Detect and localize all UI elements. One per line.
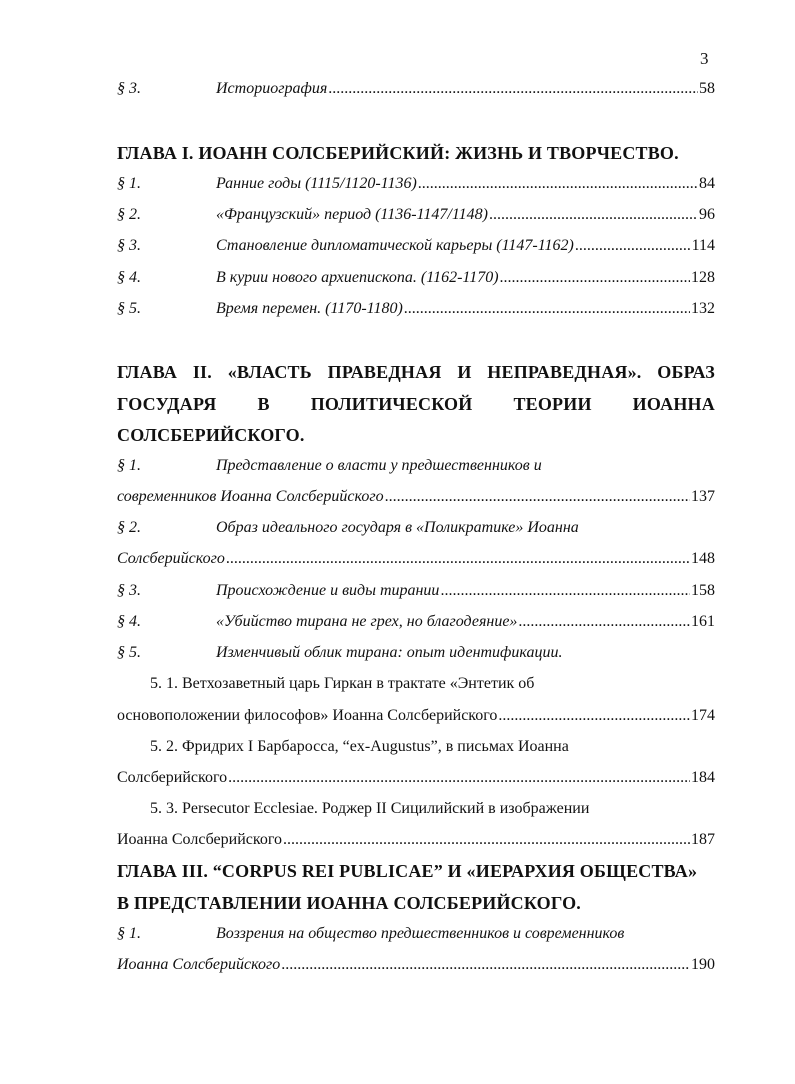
paragraph-number: § 3.	[117, 582, 141, 599]
entry-title: Образ идеального государя в «Поликратике» Иоанна	[216, 519, 579, 536]
entry-page: 161	[691, 613, 715, 630]
toc-entry	[117, 269, 715, 295]
toc-entry-second-line	[117, 488, 715, 514]
entry-page: 58	[699, 80, 715, 97]
toc-entry-first-line	[117, 457, 715, 483]
paragraph-number: § 1.	[117, 175, 141, 192]
paragraph-number: § 1.	[117, 457, 141, 474]
paragraph-number: § 5.	[117, 644, 141, 661]
dot-leader	[281, 956, 690, 974]
toc-entry-second-line	[117, 956, 715, 982]
subsection-first-line: 5. 2. Фридрих I Барбаросса, “ex-Augustus”, в письмах Иоанна	[150, 738, 569, 755]
entry-title: «Французский» период (1136-1147/1148)	[216, 206, 488, 223]
toc-entry	[117, 175, 715, 201]
entry-page: 84	[699, 175, 715, 192]
entry-title: В курии нового архиепископа. (1162-1170)	[216, 269, 499, 286]
entry-page: 174	[691, 707, 715, 724]
entry-page: 114	[691, 237, 715, 254]
subsection-first-line: 5. 3. Persecutor Ecclesiae. Роджер II Сицилийский в изображении	[150, 800, 590, 817]
entry-title-continued: Иоанна Солсберийского	[117, 831, 283, 848]
heading-word: В	[257, 394, 270, 414]
entry-title-continued: Иоанна Солсберийского	[117, 956, 281, 973]
heading-word: ПОЛИТИЧЕСКОЙ	[310, 394, 473, 414]
heading-word: ПРАВЕДНАЯ	[327, 362, 442, 382]
subsection-second-line	[117, 707, 715, 733]
dot-leader	[328, 80, 698, 98]
toc-entry	[117, 206, 715, 232]
toc-entry	[117, 582, 715, 608]
paragraph-number: § 3.	[117, 80, 141, 97]
entry-title: «Убийство тирана не грех, но благодеяние»	[216, 613, 518, 630]
dot-leader	[500, 269, 690, 287]
heading-word: НЕПРАВЕДНАЯ».	[487, 362, 642, 382]
dot-leader	[498, 707, 690, 725]
toc-entry	[117, 644, 715, 670]
toc-entry-first-line	[117, 519, 715, 545]
entry-page: 132	[691, 300, 715, 317]
entry-page: 137	[691, 488, 715, 505]
subsection-second-line	[117, 831, 715, 857]
entry-page: 190	[691, 956, 715, 973]
heading-word: ИОАННА	[632, 394, 715, 414]
paragraph-number: § 4.	[117, 613, 141, 630]
entry-title: Ранние годы (1115/1120-1136)	[216, 175, 417, 192]
dot-leader	[575, 237, 691, 255]
subsection-first-line: 5. 1. Ветхозаветный царь Гиркан в трактате «Энтетик об	[150, 675, 535, 692]
paragraph-number: § 1.	[117, 925, 141, 942]
dot-leader	[418, 175, 698, 193]
heading-word: И	[457, 362, 472, 382]
heading-word: ТЕОРИИ	[513, 394, 592, 414]
dot-leader	[404, 300, 690, 318]
entry-page: 148	[691, 550, 715, 567]
entry-page: 128	[691, 269, 715, 286]
heading-word: II.	[192, 362, 212, 382]
heading-word: ГЛАВА	[117, 362, 178, 382]
dot-leader	[518, 613, 690, 631]
dot-leader	[385, 488, 690, 506]
entry-title: Становление дипломатической карьеры (1147-1162)	[216, 237, 574, 254]
entry-page: 158	[691, 582, 715, 599]
dot-leader	[489, 206, 698, 224]
paragraph-number: § 2.	[117, 519, 141, 536]
entry-title-continued: Солсберийского	[117, 550, 225, 567]
chapter-2-heading-line-3: СОЛСБЕРИЙСКОГО.	[117, 425, 305, 445]
heading-word: ОБРАЗ	[657, 362, 715, 382]
subsection-second-line	[117, 769, 715, 795]
heading-word: ГОСУДАРЯ	[117, 394, 217, 414]
entry-title: Время перемен. (1170-1180)	[216, 300, 403, 317]
toc-entry-historiography	[117, 80, 715, 106]
dot-leader	[228, 769, 690, 787]
page-number: 3	[700, 49, 709, 68]
entry-title-continued: современников Иоанна Солсберийского	[117, 488, 384, 505]
entry-page: 184	[691, 769, 715, 786]
entry-title: Происхождение и виды тирании	[216, 582, 440, 599]
dot-leader	[283, 831, 690, 849]
chapter-2-heading-line-2	[117, 394, 715, 415]
entry-title-continued: Солсберийского	[117, 769, 228, 786]
dot-leader	[440, 582, 690, 600]
entry-title: Историография	[216, 80, 328, 97]
toc-entry	[117, 237, 715, 263]
dot-leader	[226, 550, 690, 568]
paragraph-number: § 4.	[117, 269, 141, 286]
chapter-3-heading-line-2: В ПРЕДСТАВЛЕНИИ ИОАННА СОЛСБЕРИЙСКОГО.	[117, 893, 581, 913]
entry-page: 96	[699, 206, 715, 223]
heading-word: «ВЛАСТЬ	[227, 362, 312, 382]
paragraph-number: § 3.	[117, 237, 141, 254]
toc-entry	[117, 300, 715, 326]
toc-entry-first-line	[117, 925, 715, 951]
chapter-2-heading-line-1	[117, 362, 715, 383]
entry-title: Воззрения на общество предшественников и современников	[216, 925, 625, 942]
chapter-1-heading: ГЛАВА I. ИОАНН СОЛСБЕРИЙСКИЙ: ЖИЗНЬ И ТВОРЧЕСТВО.	[117, 143, 679, 163]
chapter-3-heading-line-1: ГЛАВА III. “CORPUS REI PUBLICAE” И «ИЕРАРХИЯ ОБЩЕСТВА»	[117, 861, 698, 881]
paragraph-number: § 2.	[117, 206, 141, 223]
entry-page: 187	[691, 831, 715, 848]
paragraph-number: § 5.	[117, 300, 141, 317]
entry-title: Представление о власти у предшественников и	[216, 457, 542, 474]
toc-entry-second-line	[117, 550, 715, 576]
entry-title: Изменчивый облик тирана: опыт идентификации.	[216, 644, 563, 661]
toc-entry	[117, 613, 715, 639]
entry-title-continued: основоположении философов» Иоанна Солсберийского	[117, 707, 498, 724]
